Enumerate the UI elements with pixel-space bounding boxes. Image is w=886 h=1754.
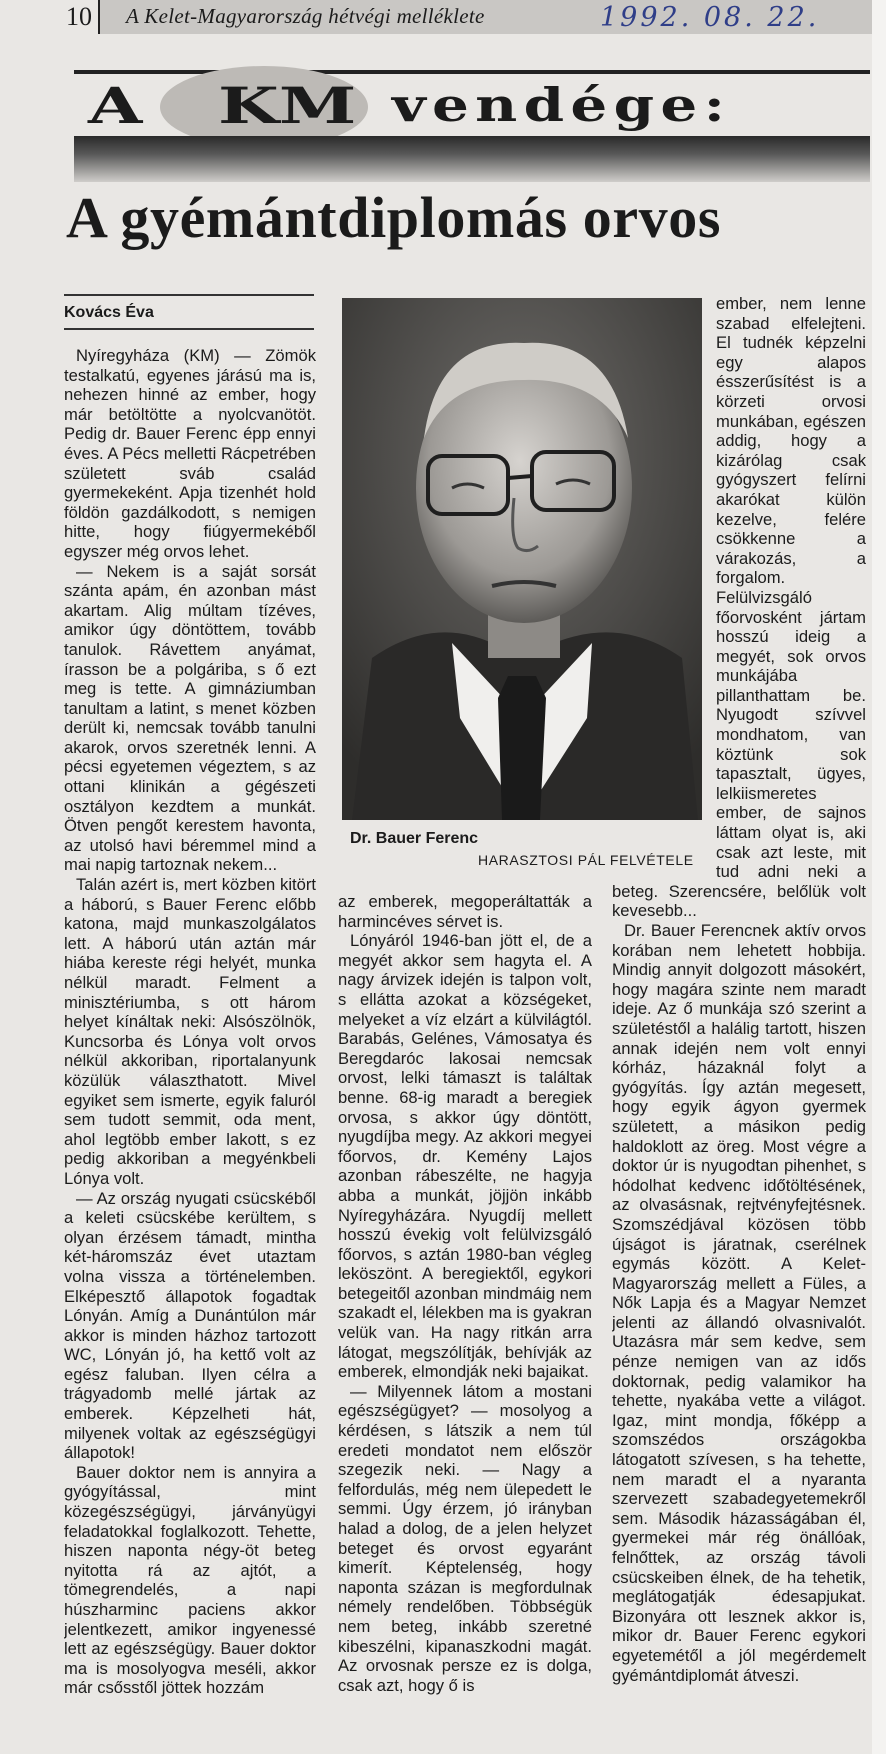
paragraph: — Nekem is a saját sorsát szánta apám, én azonban mást akartam. Alig múltam tízéves, amikor úgy döntöttem, tovább tanulok. Rávettem anyámat, írasson be a polgáriba, s ő ezt meg is tette. A gimnáziumban tanultam a latint, s menet közben derült ki, nemcsak tovább tanulni akarok, orvos szeretnék lenni. A pécsi egyetemen végeztem, s az ottani klinikán a gégészeti osztályon kezdtem a munkát. Ötven pengőt kerestem havonta, az utolsó havi béremmel mind a mai napig tartoznak nekem...: [64, 561, 316, 875]
photo-credit: HARASZTOSI PÁL FELVÉTELE: [478, 852, 694, 868]
photo-caption-name: Dr. Bauer Ferenc: [350, 830, 479, 847]
banner-shade: [74, 136, 870, 182]
paragraph: — Az ország nyugati csücskéből a keleti csücskébe kerültem, s olyan érzésem támadt, mintha két-háromszáz évet utaztam volna vissza a történelemben. Elképesztő állapotok fogadtak Lónyán. Amíg a Dunántúlon már akkor is minden házhoz tartozott WC, Lónyán jó, ha kettő volt az egész faluban. Ilyen célra a trágyadomb mellé jártak az emberek. Képzelheti hát, milyenek voltak az egészségügyi állapotok!: [64, 1188, 316, 1463]
paragraph: — Milyennek látom a mostani egészségügyet? — mosolyog a kérdésen, s látszik a nem túl eredeti mondatot nem először szegezik neki. — Nagy a felfordulás, még nem ülepedett le semmi. Úgy érzem, jó irányban halad a dolog, de a jelen helyzet beteget és orvost egyaránt kimerít. Képtelenség, hogy naponta százan is megfordulnak némely rendelőben. Többségük nem beteg, inkább szeretné kibeszélni, kipanaszkodni magát. Az orvosnak persze ez is dolga, csak azt, hogy ő is: [338, 1381, 592, 1695]
author-byline: Kovács Éva: [64, 304, 154, 321]
supplement-title: A Kelet-Magyarország hétvégi melléklete: [126, 4, 485, 28]
banner-km: KM: [218, 76, 357, 135]
banner-letter-a: A: [88, 76, 143, 135]
paragraph: Bauer doktor nem is annyira a gyógyítással, mint közegészségügyi, járványügyi feladatokkal foglalkozott. Tehette, hiszen naponta négy-öt beteg nyitotta rá az ajtót, a tömegrendelés, a napi húszharminc paciens akkor jelentkezett, amikor ingyenessé lett az egészségügy. Bauer doktor ma is mosolyogva meséli, akkor már csősstől jöttek hozzám: [64, 1462, 316, 1698]
author-rule-bottom: [64, 328, 314, 330]
headline: A gyémántdiplomás orvos: [66, 185, 722, 250]
article-column-3: [612, 294, 866, 1750]
header-divider: [98, 0, 100, 34]
author-rule-top: [64, 294, 314, 296]
photo-wrap-space: [612, 294, 710, 864]
paragraph: az emberek, megoperáltatták a harmincéves sérvet is.: [338, 892, 592, 931]
handwritten-date: 1992. 08. 22.: [600, 2, 820, 33]
paragraph: Talán azért is, mert közben kitört a háború, s Bauer Ferenc előbb katona, majd munkaszolgálatos lett. A háború után aztán már hiába kereste régi helyét, munka nélkül maradt. Felment a minisztériumba, s ott három helyet kínáltak neki: Alsószölnök, Kuncsorba és Lónya volt orvos nélkül akkoriban, riportalanyunk közülük választhatott. Mivel egyiket sem ismerte, egyik faluról sem tudott semmit, oda ment, ahol legtöbb ember lakott, s ez pedig akkoriban a megyénkbeli Lónya volt.: [64, 875, 316, 1188]
paragraph: Dr. Bauer Ferencnek aktív orvos korában nem lehetett hobbija. Mindig annyit dolgozott másokért, hogy magára szinte nem maradt ideje. Az ő munkája szó szerint a születéstől a halálig tartott, hiszen annak idején nem volt ennyi kórház, házaknál folyt a gyógyítás. Így aztán megesett, hogy egyik ágyon gyermek született, a másikon pedig haldoklott az öreg. Most végre a doktor úr is nyugodtan pihenhet, s hódolhat kedvenc időtöltésének, az olvasásnak, rejtvényfejtésnek. Szomszédjával közösen több újságot is járatnak, cserélnek egymás között. A Kelet-Magyarország mellett a Füles, a Nők Lapja és a Magyar Nemzet jelenti az állandó olvasnivalót. Utazásra már sem kedve, sem pénze nemigen van az idős doktornak, pedig valamikor ha tehette, nyakába vette a világot. Igaz, mint mondja, főképp a szomszédos országokba látogatott szívesen, s ha tehette, nem maradt el a nyaranta szervezett szabadegyetemekről sem. Második házasságában él, gyermekei már rég önállóak, felnőttek, az ország távoli csücskeiben élnek, de ha tehetik, meglátogatják édesapjukat. Bizonyára ott lesznek akkor is, mikor dr. Bauer Ferenc egykori egyetemétől a jól megérdemelt gyémántdiplomát átveszi.: [612, 921, 866, 1685]
banner-vendege: vendége:: [392, 78, 732, 132]
page-edge: [872, 0, 886, 1754]
paragraph: Lónyáról 1946-ban jött el, de a megyét akkor sem hagyta el. A nagy árvizek idején is talpon volt, s ellátta azokat a községeket, melyeket a víz elzárt a külvilágtól. Barabás, Gelénes, Vámosatya és Beregdaróc lakosai nemcsak orvost, lelki támaszt is találtak benne. 68-ig maradt a beregiek orvosa, s akkor úgy döntött, nyugdíjba megy. Az akkori megyei főorvos, dr. Kemény Lajos azonban rábeszélte, ne hagyja abba a munkát, jöjjön inkább Nyíregyházára. Nyugdíj mellett hosszú évekig volt felülvizsgáló főorvos, s aztán 1980-ban végleg leköszönt. A beregiektől, egykori betegeitől azonban mindmáig nem szakadt el, lélekben ma is gyakran velük van. Ha nagy ritkán arra látogat, megszólítják, behívják az emberek, elmondják neki bajaikat.: [338, 931, 592, 1382]
article-column-2: [338, 892, 592, 1752]
page-number: 10: [66, 2, 92, 31]
paragraph: ember, nem lenne szabad elfelejteni. El tudnék képzelni egy alapos ésszerűsítést is a körzeti orvosi munkában, egészen addig, hogy a kizárólag csak gyógyszert felírni akarókat külön kezelve, felére csökkenne a várakozás, a forgalom. Felülvizsgáló főorvosként jártam hosszú ideig a megyét, sok orvos munkájába pillanthattam be. Nyugodt szívvel mondhatom, van köztünk sok tapasztalt, ügyes, lelkiismeretes ember, de sajnos láttam olyat is, aki csak azt leste, mit tud adni neki a beteg. Szerencsére, belőlük volt kevesebb...: [612, 294, 866, 921]
banner-top-rule: [74, 70, 870, 74]
paragraph: Nyíregyháza (KM) — Zömök testalkatú, egyenes járású ma is, nehezen hinné az ember, hogy már betöltötte a nyolcvanötöt. Pedig dr. Bauer Ferenc épp ennyi éves. A Pécs melletti Rácpetrében született sváb család gyermekeként. Apja tizenhét hold földön gazdálkodott, s nemigen hitte, hogy fiúgyermekéből egyszer még orvos lehet.: [64, 346, 316, 561]
article-column-1: [64, 346, 316, 1750]
